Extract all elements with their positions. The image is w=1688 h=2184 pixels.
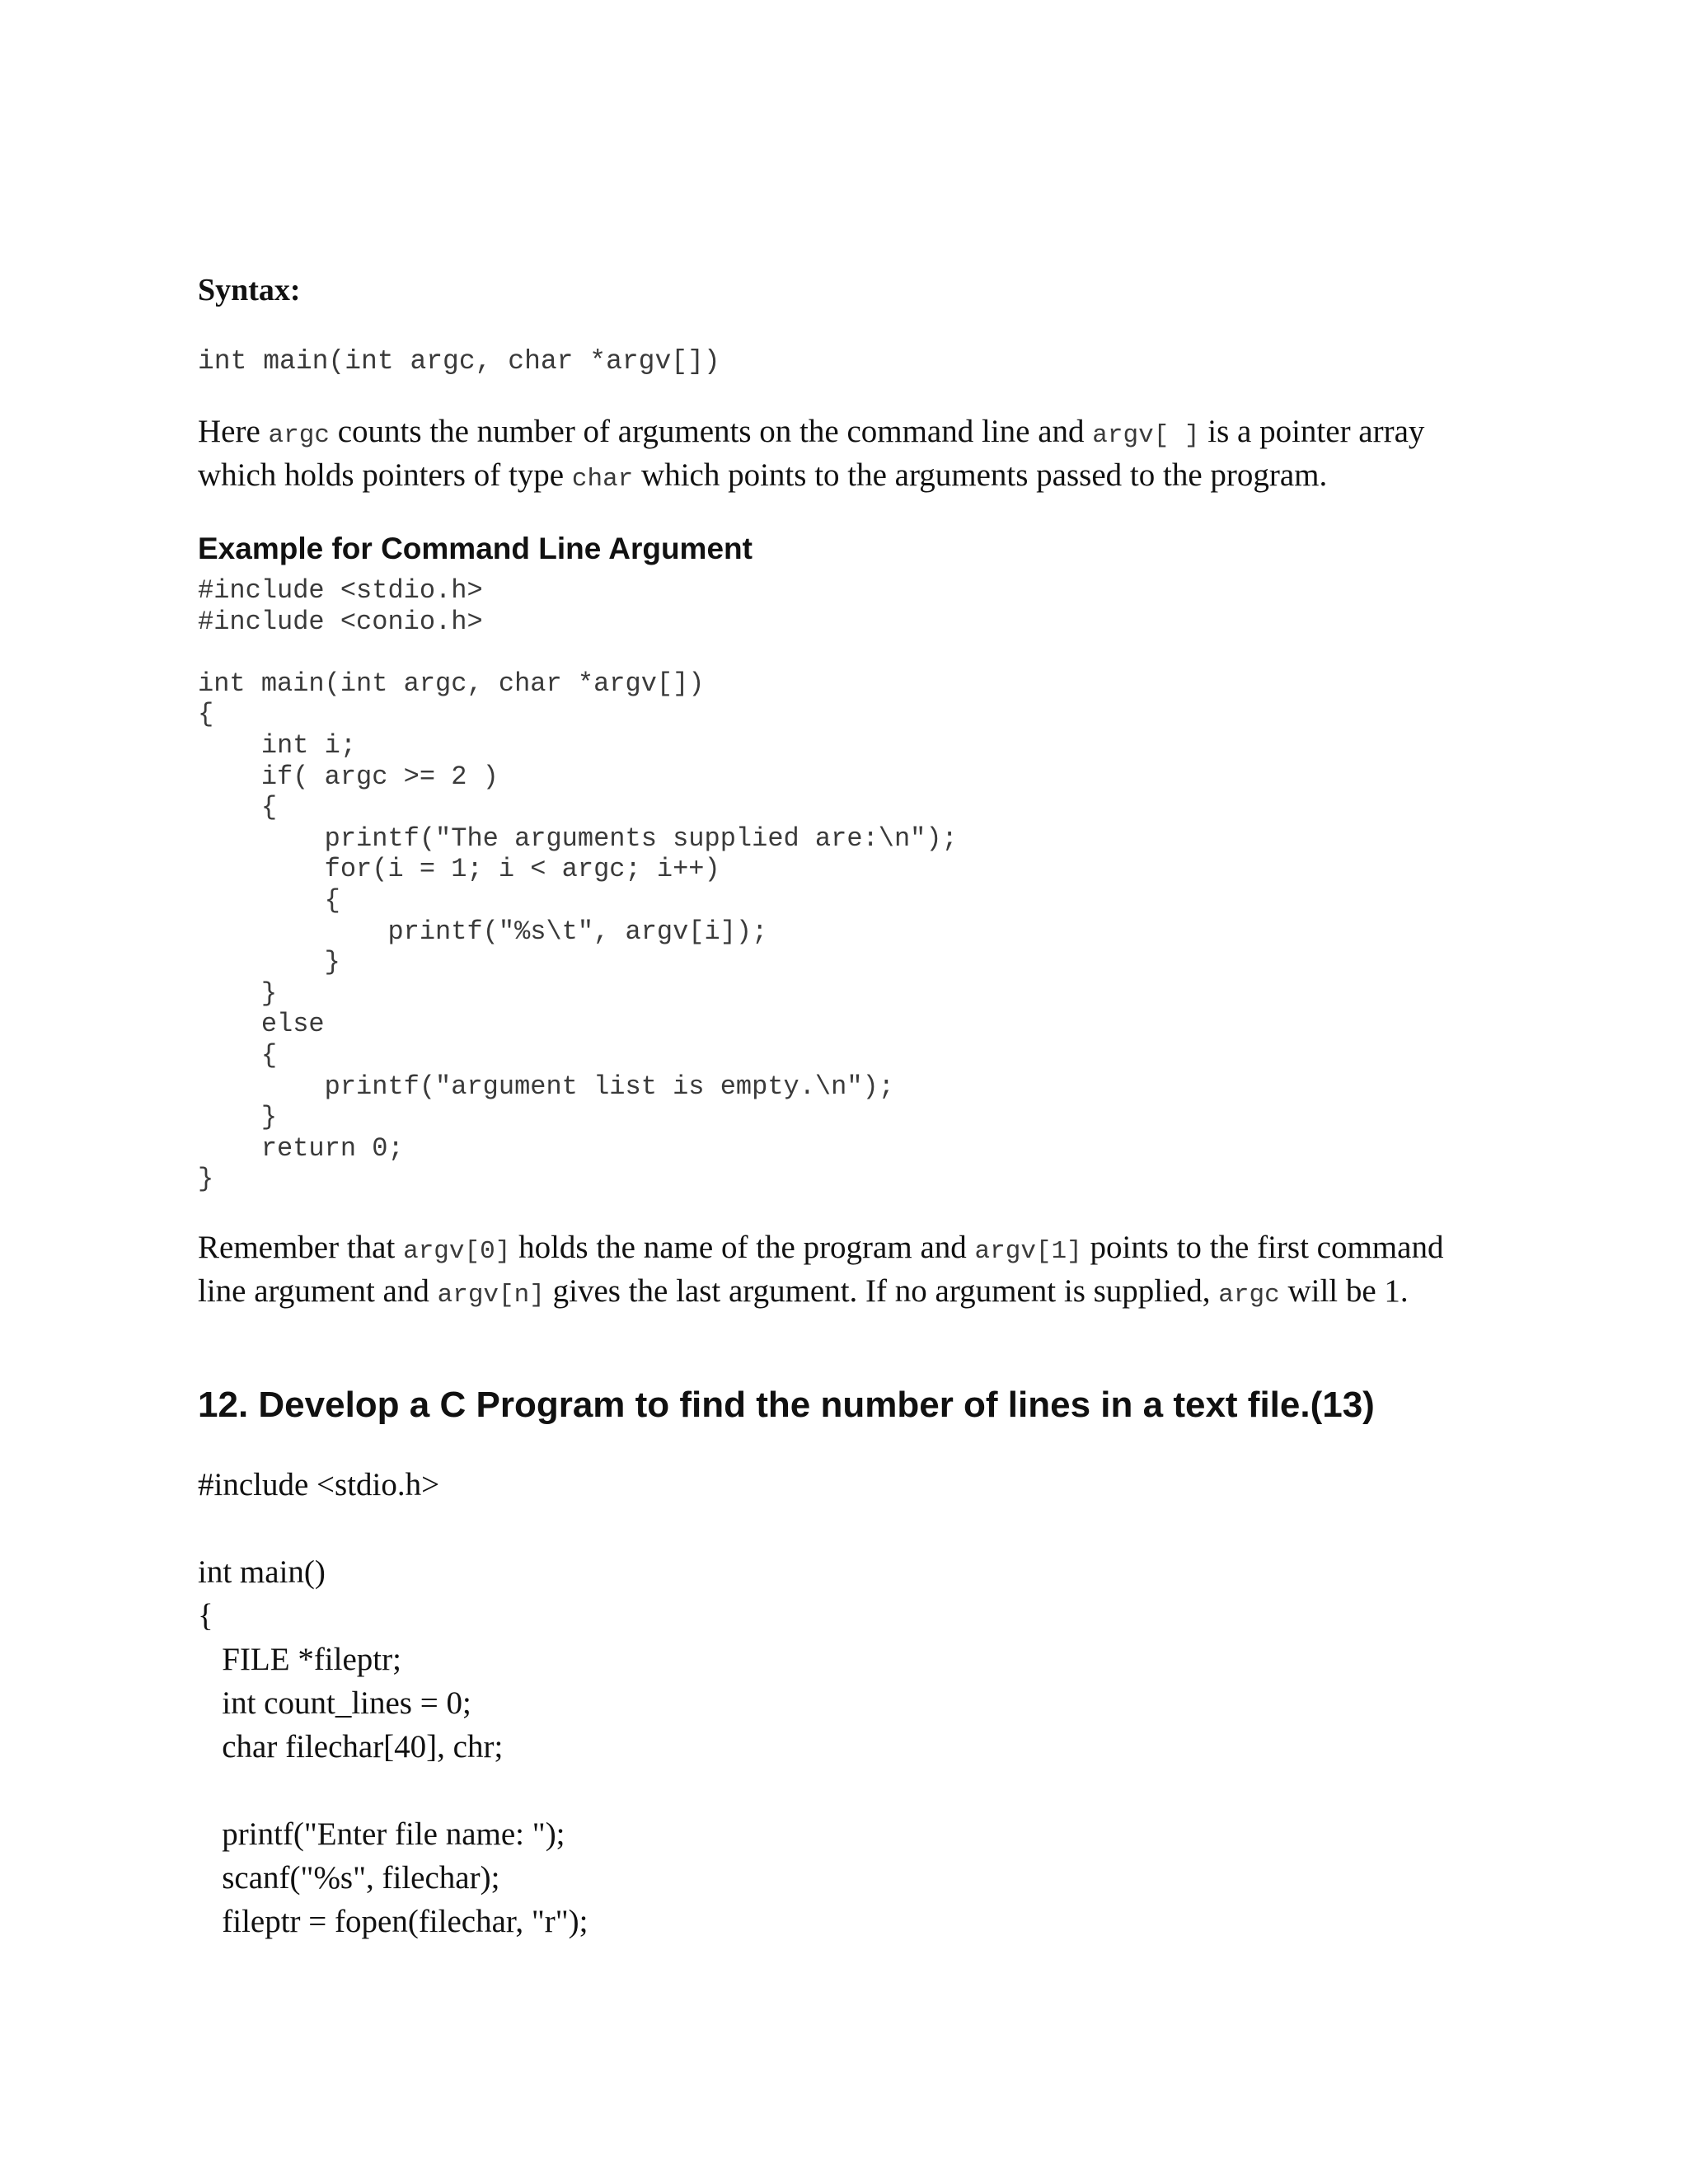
example-code-block (198, 575, 958, 1195)
text: Remember that (198, 1230, 404, 1265)
syntax-heading: Syntax: (198, 273, 301, 307)
inline-code: argc (268, 421, 330, 450)
text: is a pointer array which holds pointers of type (198, 414, 1425, 493)
code-line: scanf("%s", filechar); (198, 1860, 500, 1896)
code-line (198, 1769, 588, 1812)
code-line: return 0; (198, 1132, 404, 1164)
code-line: #include <stdio.h> (198, 1467, 440, 1502)
code-line: #include <stdio.h> (198, 575, 483, 606)
inline-code: argc (1218, 1281, 1280, 1310)
text: points to the first command line argument and (198, 1230, 1444, 1309)
code-line: int main(int argc, char *argv[]) (198, 668, 705, 699)
inline-code: argv[n] (437, 1281, 545, 1310)
code-line: else (198, 1009, 325, 1040)
code-line: fileptr = fopen(filechar, "r"); (198, 1904, 588, 1939)
code-line: printf("Enter file name: "); (198, 1816, 565, 1852)
code-line: } (198, 1102, 278, 1133)
text: which points to the arguments passed to the program. (633, 457, 1328, 493)
inline-code: argv[0] (403, 1237, 511, 1266)
code-line: } (198, 977, 278, 1009)
code-line: printf("The arguments supplied are:\n"); (198, 823, 958, 854)
code-line: } (198, 947, 340, 978)
text: will be 1. (1279, 1273, 1409, 1309)
example-heading: Example for Command Line Argument (198, 532, 753, 565)
code-line: { (198, 1598, 213, 1633)
code-line: { (198, 1039, 278, 1071)
code-line: for(i = 1; i < argc; i++) (198, 854, 720, 885)
syntax-code: int main(int argc, char *argv[]) (198, 346, 720, 377)
inline-code: char (571, 465, 634, 494)
code-line: #include <conio.h> (198, 606, 483, 637)
code-line: char filechar[40], chr; (198, 1729, 504, 1765)
code-line: printf("%s\t", argv[i]); (198, 916, 768, 947)
code-line: } (198, 1164, 214, 1195)
code-line: int count_lines = 0; (198, 1685, 471, 1721)
code-line: FILE *fileptr; (198, 1642, 401, 1677)
code-line (198, 1507, 588, 1550)
code-line: { (198, 792, 278, 823)
text: gives the last argument. If no argument is supplied, (544, 1273, 1219, 1309)
code-line: printf("argument list is empty.\n"); (198, 1071, 894, 1102)
section-12-heading: 12. Develop a C Program to find the number of lines in a text file.(13) (198, 1385, 1375, 1425)
code-line: int main() (198, 1554, 326, 1590)
code-line: { (198, 699, 214, 730)
text: holds the name of the program and (510, 1230, 975, 1265)
inline-code: argv[ ] (1092, 421, 1200, 450)
code-line: { (198, 884, 340, 916)
code-line: int i; (198, 729, 357, 761)
syntax-description (198, 412, 1467, 499)
code-line: if( argc >= 2 ) (198, 761, 499, 792)
inline-code: argv[1] (974, 1237, 1082, 1266)
file-lines-code-block (198, 1463, 588, 1943)
text: Here (198, 414, 269, 449)
remember-paragraph (198, 1228, 1484, 1315)
text: counts the number of arguments on the command line and (329, 414, 1093, 449)
code-line (198, 637, 958, 668)
